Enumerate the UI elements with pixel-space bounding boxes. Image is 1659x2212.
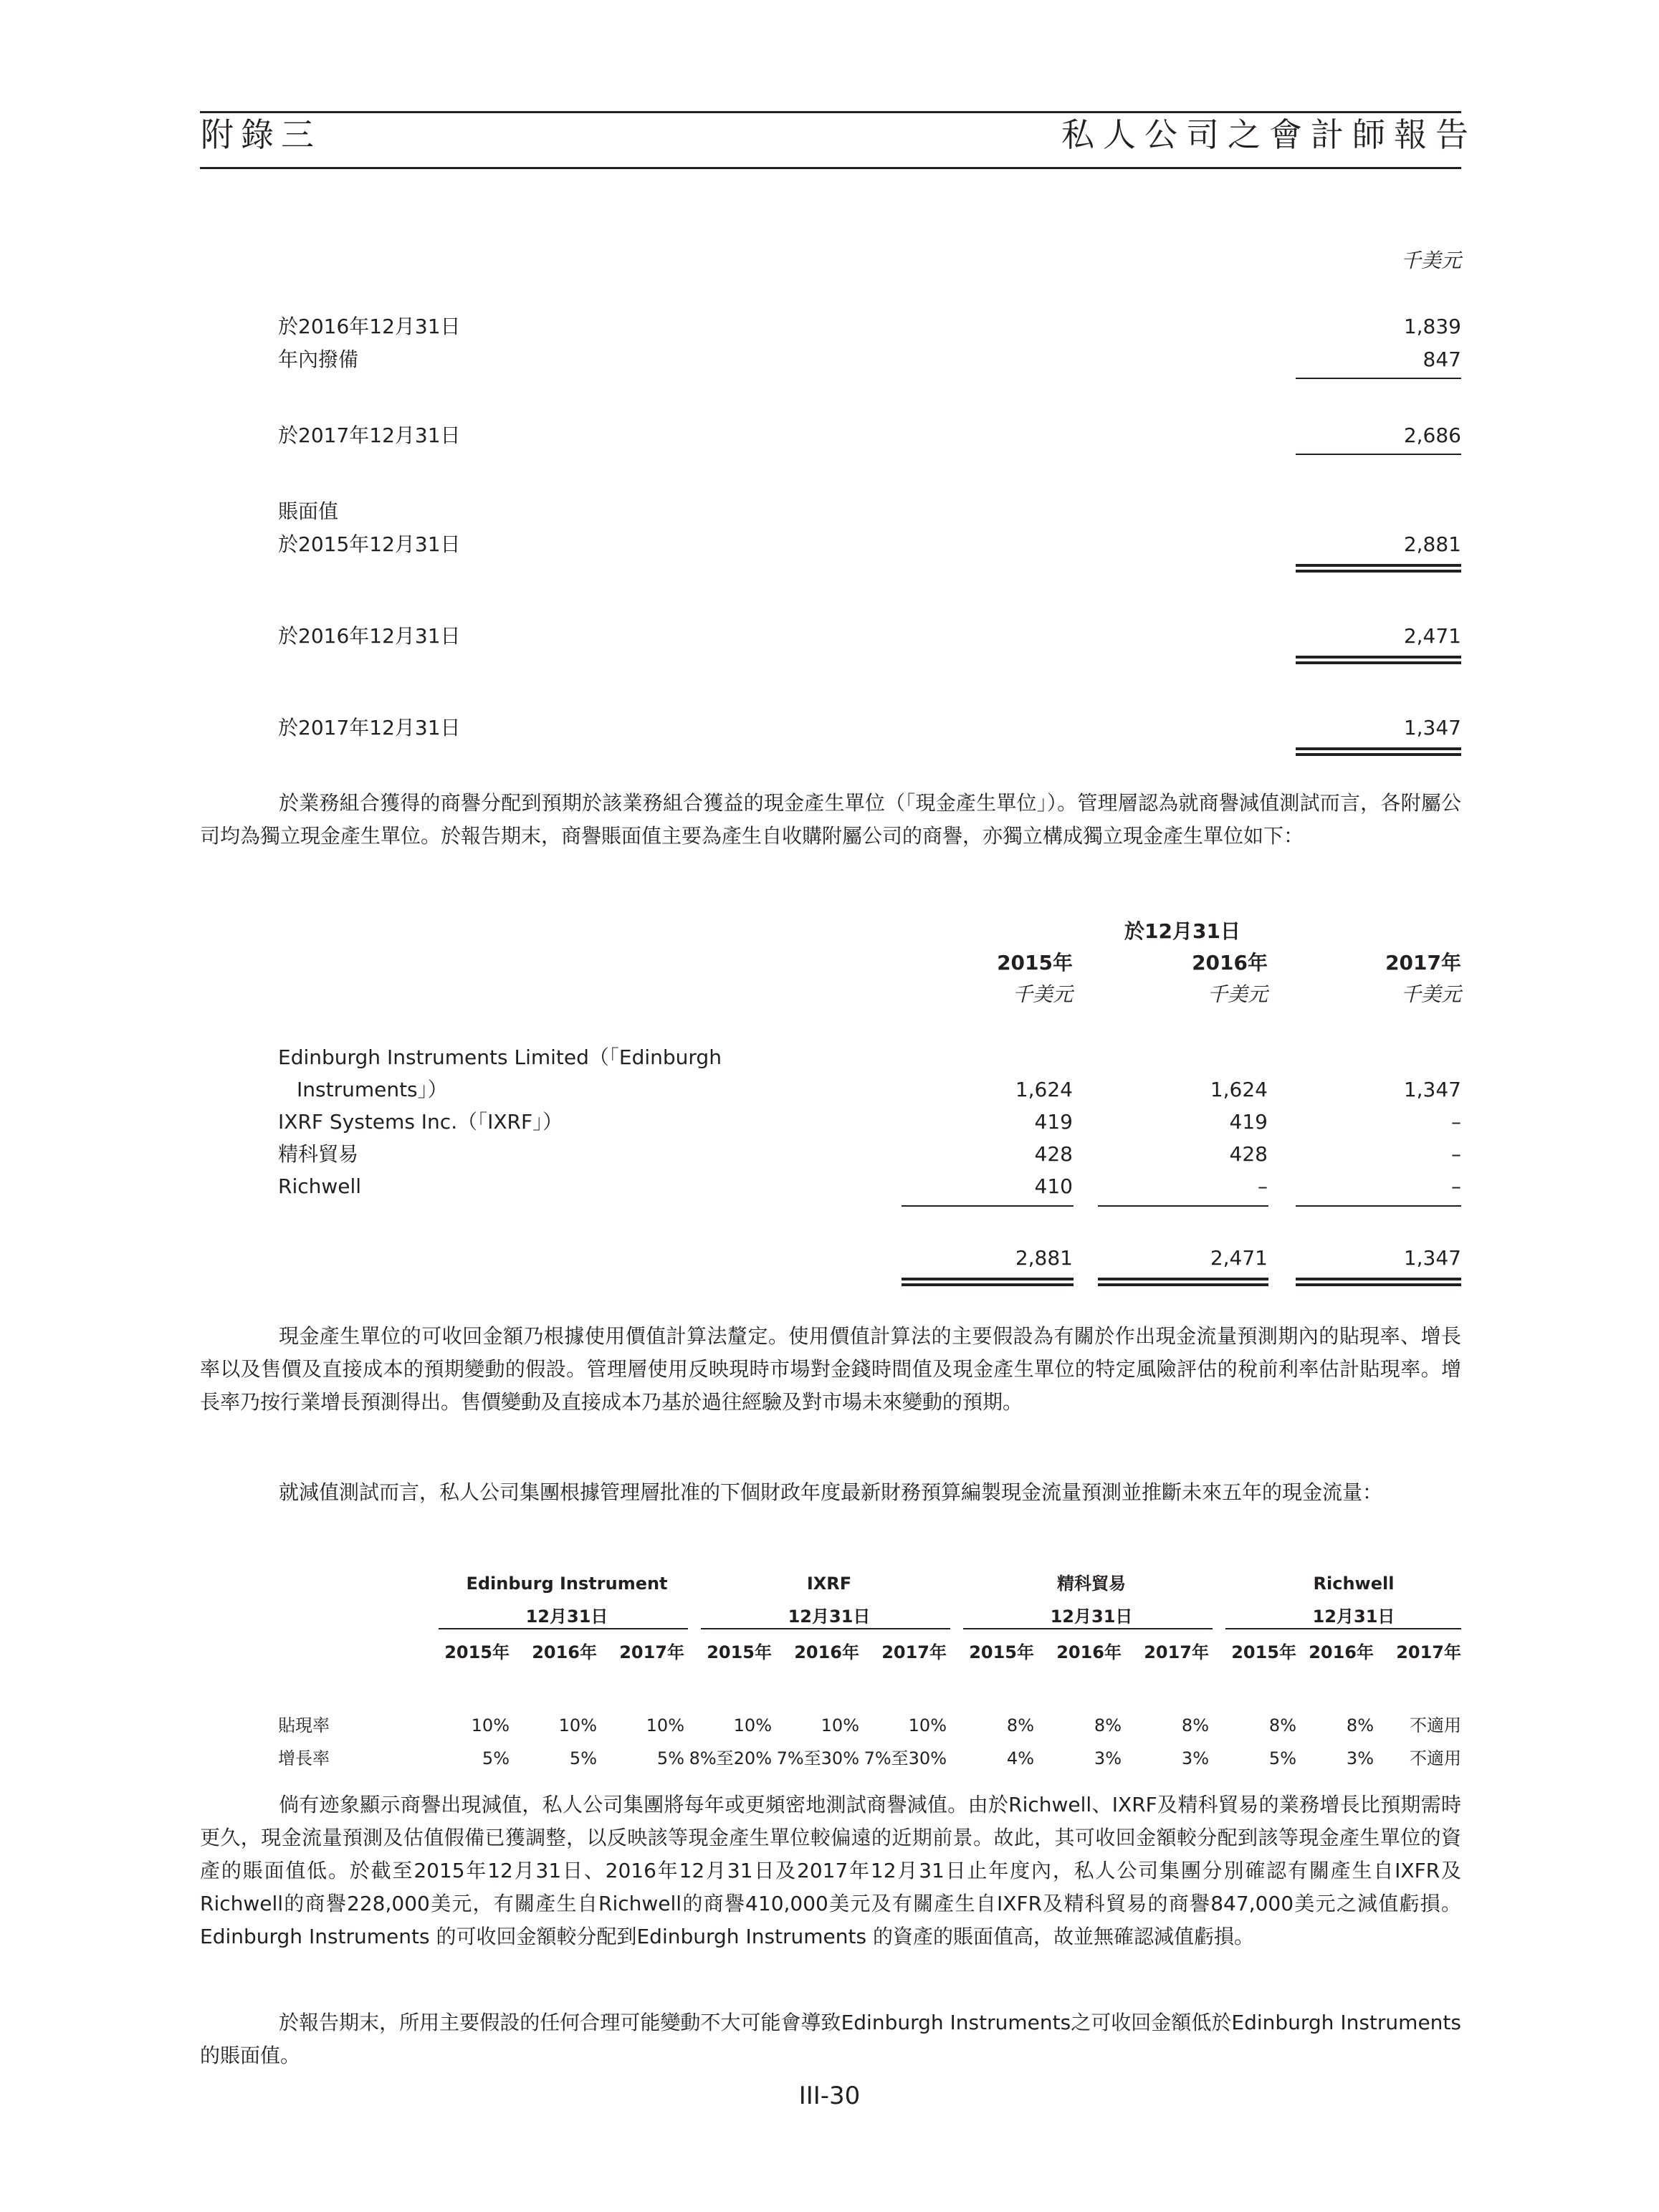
table3-cell: 3% [1346,1748,1374,1768]
table1-row-label: 於2016年12月31日 [278,315,461,338]
table2-cell: 410 [1034,1174,1073,1198]
table1-section-label: 賬面值 [278,499,339,523]
header-left-title: 附錄三 [201,115,321,154]
table3-cell: 不適用 [1410,1748,1461,1768]
table1-row-value: 1,347 [1403,716,1461,739]
table1-row-label: 於2017年12月31日 [278,423,461,447]
table2-total: 1,347 [1403,1246,1461,1270]
table1-row-value: 847 [1423,348,1461,371]
table3-cell: 7%至30% [864,1748,947,1768]
table3-year: 2017年 [1396,1642,1461,1662]
table3-cell: 8% [1268,1715,1296,1735]
table3-cell: 8%至20% [689,1748,772,1768]
table3-group-name: IXRF [806,1574,852,1594]
table2-subtotal-rule [902,1205,1074,1207]
table2-cell: 1,624 [1015,1078,1073,1101]
table1-total-rule [1296,454,1461,455]
header-right-title: 私人公司之會計師報告 [1061,115,1477,154]
table2-group-header: 於12月31日 [1124,919,1240,943]
table3-year: 2016年 [1056,1642,1122,1662]
table2-unit: 千美元 [1012,982,1073,1006]
table3-year: 2015年 [707,1642,772,1662]
table3-cell: 10% [821,1715,859,1735]
table3-cell: 8% [1181,1715,1209,1735]
table3-group-sub: 12月31日 [788,1607,871,1627]
table2-unit: 千美元 [1400,982,1461,1006]
table1-row-label: 於2016年12月31日 [278,624,461,648]
table3-cell: 10% [558,1715,597,1735]
table3-cell: 8% [1094,1715,1122,1735]
table3-group-name: Richwell [1313,1574,1395,1594]
table1-row-value: 2,686 [1403,423,1461,447]
table3-cell: 3% [1181,1748,1209,1768]
table2-cell: – [1451,1174,1461,1198]
table3-year: 2016年 [1309,1642,1374,1662]
table3-cell: 8% [1006,1715,1034,1735]
table2-double-rule [1098,1278,1268,1286]
table3-cell: 10% [733,1715,772,1735]
table3-year: 2015年 [969,1642,1034,1662]
table2-cell: – [1451,1110,1461,1134]
paragraph-key-assumptions: 於報告期末，所用主要假設的任何合理可能變動不大可能會導致Edinburgh Instruments之可收回金額低於Edinburgh Instruments的賬面值。 [200,2011,1461,2067]
table1-double-rule [1296,564,1461,573]
table1-unit: 千美元 [1400,249,1461,272]
table3-year: 2017年 [881,1642,947,1662]
table3-group-rule [439,1628,688,1629]
paragraph-impairment-testing: 就減值測試而言，私人公司集團根據管理層批准的下個財政年度最新財務預算編製現金流量預測並推斷未來五年的現金流量： [279,1480,1383,1504]
table2-year-header: 2016年 [1192,951,1268,975]
table3-group-name: 精科貿易 [1057,1574,1126,1594]
table2-year-header: 2015年 [997,951,1073,975]
table3-group-rule [1225,1628,1461,1629]
table1-subtotal-rule [1296,378,1461,379]
table3-row-label: 貼現率 [278,1715,330,1735]
table3-group-sub: 12月31日 [525,1607,608,1627]
table3-cell: 5% [656,1748,684,1768]
table2-subtotal-rule [1296,1205,1461,1207]
table3-cell: 7%至30% [776,1748,859,1768]
table2-total: 2,881 [1015,1246,1073,1270]
table3-year: 2016年 [794,1642,859,1662]
paragraph-impairment-losses: 倘有迹象顯示商譽出現減值，私人公司集團將每年或更頻密地測試商譽減值。由於Richwell、IXRF及精科貿易的業務增長比預期需時更久，現金流量預測及估值假備已獲調整，以反映該等現金產生單位較偏遠的近期前景。故此，其可收回金額較分配到該等現金產生單位的資產的賬面值低。於截至2015年12月31日、2016年12月31日及2017年12月31日止年度內，私人公司集團分別確認有關產生自IXFR及Richwell的商譽228,000美元，有關產生自Richwell的商譽410,000美元及有關產生自IXFR及精科貿易的商譽847,000美元之減值虧損。Edinburgh Instruments 的可收回金額較分配到Edinburgh Instruments 的資產的賬面值高，故並無確認減值虧損。 [200,1793,1461,1948]
table3-cell: 5% [1268,1748,1296,1768]
paragraph-goodwill-allocation: 於業務組合獲得的商譽分配到預期於該業務組合獲益的現金產生單位（「現金產生單位」）。管理層認為就商譽減值測試而言，各附屬公司均為獨立現金產生單位。於報告期末，商譽賬面值主要為產生自收購附屬公司的商譽，亦獨立構成獨立現金產生單位如下： [200,791,1461,848]
table3-cell: 5% [569,1748,597,1768]
table3-group-sub: 12月31日 [1050,1607,1133,1627]
table2-double-rule [902,1278,1074,1286]
table2-row-label: Instruments」） [297,1078,448,1101]
table1-row-label: 於2017年12月31日 [278,716,461,739]
table1-row-label: 於2015年12月31日 [278,532,461,556]
table2-cell: 419 [1034,1110,1073,1134]
table3-cell: 10% [646,1715,684,1735]
table3-cell: 10% [908,1715,947,1735]
table2-cell: 1,624 [1210,1078,1268,1101]
table2-row-label: Edinburgh Instruments Limited（「Edinburgh [278,1045,722,1069]
table2-cell: – [1451,1142,1461,1166]
table3-year: 2015年 [444,1642,510,1662]
table3-row-label: 增長率 [278,1748,330,1768]
table2-subtotal-rule [1098,1205,1268,1207]
table3-group-name: Edinburg Instrument [466,1574,668,1594]
table1-double-rule [1296,747,1461,756]
table3-year: 2016年 [532,1642,597,1662]
paragraph-recoverable-amount: 現金產生單位的可收回金額乃根據使用價值計算法釐定。使用價值計算法的主要假設為有關於作出現金流量預測期內的貼現率、增長率以及售價及直接成本的預期變動的假設。管理層使用反映現時市場對金錢時間值及現金產生單位的特定風險評估的稅前利率估計貼現率。增長率乃按行業增長預測得出。售價變動及直接成本乃基於過往經驗及對市場未來變動的預期。 [200,1324,1461,1414]
table3-cell: 4% [1006,1748,1034,1768]
table3-cell: 5% [482,1748,510,1768]
table2-row-label: Richwell [278,1174,362,1198]
table1-double-rule [1296,656,1461,664]
table2-cell: 428 [1229,1142,1268,1166]
table1-row-value: 1,839 [1403,315,1461,338]
table1-row-label: 年內撥備 [278,348,359,371]
table3-year: 2017年 [1144,1642,1209,1662]
table3-year: 2017年 [619,1642,684,1662]
table3-group-sub: 12月31日 [1312,1607,1395,1627]
header-bottom-rule [200,167,1461,169]
table2-cell: 1,347 [1403,1078,1461,1101]
table2-unit: 千美元 [1207,982,1268,1006]
table1-row-value: 2,881 [1403,532,1461,556]
header-top-rule [200,111,1461,113]
table2-double-rule [1296,1278,1461,1286]
table3-group-rule [701,1628,950,1629]
table3-cell: 不適用 [1410,1715,1461,1735]
table3-year: 2015年 [1231,1642,1296,1662]
page-number: III-30 [798,2082,861,2110]
table2-cell: 419 [1229,1110,1268,1134]
table1-row-value: 2,471 [1403,624,1461,648]
table2-year-header: 2017年 [1385,951,1461,975]
table3-cell: 3% [1094,1748,1122,1768]
table2-cell: 428 [1034,1142,1073,1166]
table3-group-rule [963,1628,1213,1629]
table2-row-label: 精科貿易 [278,1142,359,1166]
table3-cell: 8% [1346,1715,1374,1735]
table3-cell: 10% [471,1715,510,1735]
table2-cell: – [1258,1174,1268,1198]
table2-total: 2,471 [1210,1246,1268,1270]
table2-row-label: IXRF Systems Inc.（「IXRF」） [278,1110,563,1134]
